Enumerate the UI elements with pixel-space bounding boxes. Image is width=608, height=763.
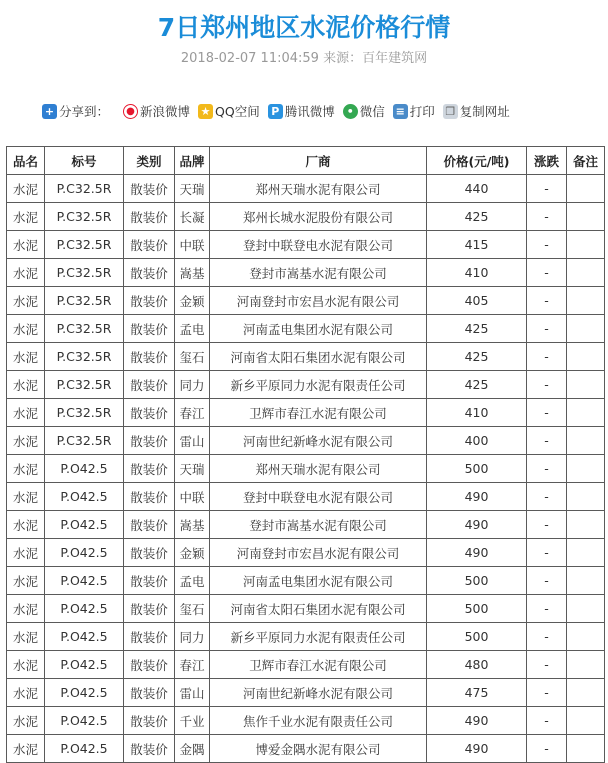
header-cell: 厂商 [210, 147, 427, 175]
grade-cell: P.C32.5R [45, 259, 124, 287]
page-title: 7日郑州地区水泥价格行情 [157, 13, 451, 42]
grade-cell: P.C32.5R [45, 399, 124, 427]
note-cell [567, 455, 605, 483]
table-row [7, 203, 605, 231]
table-row [7, 343, 605, 371]
header-cell: 品名 [7, 147, 45, 175]
change-cell: - [527, 371, 567, 399]
product-cell: 水泥 [7, 427, 45, 455]
brand-cell: 金颖 [175, 287, 210, 315]
grade-cell: P.O42.5 [45, 735, 124, 763]
product-cell: 水泥 [7, 651, 45, 679]
table-row [7, 707, 605, 735]
tencent-weibo-icon: P [268, 104, 283, 119]
note-cell [567, 231, 605, 259]
change-cell: - [527, 595, 567, 623]
price-cell: 490 [427, 511, 527, 539]
price-cell: 500 [427, 595, 527, 623]
table-row [7, 455, 605, 483]
change-cell: - [527, 427, 567, 455]
change-cell: - [527, 483, 567, 511]
change-cell: - [527, 511, 567, 539]
change-cell: - [527, 735, 567, 763]
brand-cell: 天瑞 [175, 175, 210, 203]
change-cell: - [527, 287, 567, 315]
brand-cell: 同力 [175, 623, 210, 651]
product-cell: 水泥 [7, 203, 45, 231]
product-cell: 水泥 [7, 315, 45, 343]
note-cell [567, 483, 605, 511]
header-cell: 标号 [45, 147, 124, 175]
product-cell: 水泥 [7, 623, 45, 651]
table-row [7, 287, 605, 315]
manufacturer-cell: 郑州天瑞水泥有限公司 [210, 455, 427, 483]
table-row [7, 231, 605, 259]
table-row [7, 623, 605, 651]
header-cell: 价格(元/吨) [427, 147, 527, 175]
category-cell: 散装价 [124, 623, 175, 651]
share-qzone[interactable] [198, 102, 260, 120]
price-cell: 500 [427, 567, 527, 595]
share-print-label: 打印 [409, 104, 435, 119]
category-cell: 散装价 [124, 735, 175, 763]
manufacturer-cell: 登封中联登电水泥有限公司 [210, 483, 427, 511]
share-bar [42, 101, 518, 121]
note-cell [567, 707, 605, 735]
category-cell: 散装价 [124, 483, 175, 511]
manufacturer-cell: 郑州天瑞水泥有限公司 [210, 175, 427, 203]
change-cell: - [527, 539, 567, 567]
note-cell [567, 371, 605, 399]
manufacturer-cell: 新乡平原同力水泥有限责任公司 [210, 623, 427, 651]
plus-icon: + [42, 104, 57, 119]
grade-cell: P.C32.5R [45, 175, 124, 203]
table-row [7, 427, 605, 455]
category-cell: 散装价 [124, 175, 175, 203]
manufacturer-cell: 河南登封市宏昌水泥有限公司 [210, 539, 427, 567]
category-cell: 散装价 [124, 707, 175, 735]
copy-icon: ❐ [443, 104, 458, 119]
manufacturer-cell: 新乡平原同力水泥有限责任公司 [210, 371, 427, 399]
price-cell: 425 [427, 343, 527, 371]
grade-cell: P.O42.5 [45, 679, 124, 707]
source-label: 来源： [323, 51, 363, 66]
brand-cell: 长凝 [175, 203, 210, 231]
brand-cell: 中联 [175, 231, 210, 259]
grade-cell: P.O42.5 [45, 651, 124, 679]
product-cell: 水泥 [7, 343, 45, 371]
table-row [7, 399, 605, 427]
source-name: 百年建筑网 [362, 51, 428, 66]
manufacturer-cell: 卫辉市春江水泥有限公司 [210, 399, 427, 427]
brand-cell: 雷山 [175, 427, 210, 455]
category-cell: 散装价 [124, 371, 175, 399]
category-cell: 散装价 [124, 679, 175, 707]
note-cell [567, 679, 605, 707]
category-cell: 散装价 [124, 399, 175, 427]
share-print[interactable] [393, 102, 435, 120]
note-cell [567, 623, 605, 651]
brand-cell: 金颖 [175, 539, 210, 567]
grade-cell: P.O42.5 [45, 539, 124, 567]
price-cell: 490 [427, 483, 527, 511]
brand-cell: 春江 [175, 651, 210, 679]
manufacturer-cell: 河南省太阳石集团水泥有限公司 [210, 595, 427, 623]
share-weibo-label: 新浪微博 [140, 104, 191, 119]
product-cell: 水泥 [7, 483, 45, 511]
price-cell: 480 [427, 651, 527, 679]
change-cell: - [527, 343, 567, 371]
wechat-icon: • [343, 104, 358, 119]
product-cell: 水泥 [7, 399, 45, 427]
product-cell: 水泥 [7, 511, 45, 539]
table-row [7, 483, 605, 511]
product-cell: 水泥 [7, 595, 45, 623]
note-cell [567, 651, 605, 679]
grade-cell: P.C32.5R [45, 343, 124, 371]
category-cell: 散装价 [124, 595, 175, 623]
manufacturer-cell: 郑州长城水泥股份有限公司 [210, 203, 427, 231]
price-table [6, 146, 605, 763]
table-row [7, 539, 605, 567]
table-header-row [7, 147, 605, 175]
note-cell [567, 315, 605, 343]
brand-cell: 千业 [175, 707, 210, 735]
table-row [7, 595, 605, 623]
share-more[interactable] [42, 102, 109, 120]
category-cell: 散装价 [124, 315, 175, 343]
brand-cell: 天瑞 [175, 455, 210, 483]
grade-cell: P.O42.5 [45, 511, 124, 539]
grade-cell: P.O42.5 [45, 455, 124, 483]
grade-cell: P.C32.5R [45, 315, 124, 343]
print-icon: ≡ [393, 104, 408, 119]
change-cell: - [527, 651, 567, 679]
category-cell: 散装价 [124, 539, 175, 567]
product-cell: 水泥 [7, 735, 45, 763]
weibo-icon: ● [123, 104, 138, 119]
category-cell: 散装价 [124, 287, 175, 315]
table-row [7, 651, 605, 679]
table-row [7, 679, 605, 707]
product-cell: 水泥 [7, 259, 45, 287]
price-cell: 405 [427, 287, 527, 315]
header-cell: 涨跌 [527, 147, 567, 175]
manufacturer-cell: 河南世纪新峰水泥有限公司 [210, 427, 427, 455]
note-cell [567, 259, 605, 287]
grade-cell: P.O42.5 [45, 623, 124, 651]
manufacturer-cell: 河南省太阳石集团水泥有限公司 [210, 343, 427, 371]
share-weibo[interactable] [123, 102, 190, 120]
publish-date: 2018-02-07 11:04:59 [180, 51, 319, 66]
grade-cell: P.C32.5R [45, 427, 124, 455]
table-row [7, 175, 605, 203]
manufacturer-cell: 登封市嵩基水泥有限公司 [210, 259, 427, 287]
change-cell: - [527, 399, 567, 427]
price-cell: 425 [427, 315, 527, 343]
category-cell: 散装价 [124, 455, 175, 483]
price-cell: 410 [427, 399, 527, 427]
change-cell: - [527, 231, 567, 259]
brand-cell: 玺石 [175, 595, 210, 623]
grade-cell: P.C32.5R [45, 231, 124, 259]
note-cell [567, 427, 605, 455]
price-cell: 440 [427, 175, 527, 203]
category-cell: 散装价 [124, 343, 175, 371]
table-body [7, 175, 605, 763]
share-tencent-weibo[interactable] [268, 102, 335, 120]
change-cell: - [527, 203, 567, 231]
share-qzone-label: QQ空间 [215, 104, 260, 119]
grade-cell: P.O42.5 [45, 707, 124, 735]
note-cell [567, 511, 605, 539]
manufacturer-cell: 卫辉市春江水泥有限公司 [210, 651, 427, 679]
category-cell: 散装价 [124, 259, 175, 287]
change-cell: - [527, 707, 567, 735]
product-cell: 水泥 [7, 707, 45, 735]
note-cell [567, 343, 605, 371]
change-cell: - [527, 567, 567, 595]
brand-cell: 金隅 [175, 735, 210, 763]
price-cell: 500 [427, 623, 527, 651]
product-cell: 水泥 [7, 539, 45, 567]
share-copy-label: 复制网址 [459, 104, 510, 119]
price-cell: 425 [427, 203, 527, 231]
grade-cell: P.C32.5R [45, 203, 124, 231]
note-cell [567, 539, 605, 567]
product-cell: 水泥 [7, 287, 45, 315]
brand-cell: 孟电 [175, 315, 210, 343]
price-cell: 490 [427, 707, 527, 735]
qq-icon: ★ [198, 104, 213, 119]
note-cell [567, 735, 605, 763]
share-copy-url[interactable] [443, 102, 510, 120]
change-cell: - [527, 623, 567, 651]
brand-cell: 同力 [175, 371, 210, 399]
brand-cell: 嵩基 [175, 259, 210, 287]
price-cell: 490 [427, 735, 527, 763]
note-cell [567, 399, 605, 427]
manufacturer-cell: 登封市嵩基水泥有限公司 [210, 511, 427, 539]
change-cell: - [527, 455, 567, 483]
product-cell: 水泥 [7, 231, 45, 259]
price-cell: 415 [427, 231, 527, 259]
brand-cell: 中联 [175, 483, 210, 511]
grade-cell: P.O42.5 [45, 595, 124, 623]
brand-cell: 春江 [175, 399, 210, 427]
manufacturer-cell: 焦作千业水泥有限责任公司 [210, 707, 427, 735]
share-tencent-weibo-label: 腾讯微博 [284, 104, 335, 119]
category-cell: 散装价 [124, 203, 175, 231]
category-cell: 散装价 [124, 567, 175, 595]
share-wechat[interactable] [343, 102, 385, 120]
manufacturer-cell: 河南世纪新峰水泥有限公司 [210, 679, 427, 707]
change-cell: - [527, 175, 567, 203]
product-cell: 水泥 [7, 371, 45, 399]
price-cell: 490 [427, 539, 527, 567]
manufacturer-cell: 河南登封市宏昌水泥有限公司 [210, 287, 427, 315]
note-cell [567, 203, 605, 231]
table-row [7, 511, 605, 539]
header-cell: 类别 [124, 147, 175, 175]
product-cell: 水泥 [7, 175, 45, 203]
category-cell: 散装价 [124, 511, 175, 539]
share-label: 分享到： [59, 104, 110, 119]
price-cell: 475 [427, 679, 527, 707]
table-row [7, 259, 605, 287]
price-cell: 400 [427, 427, 527, 455]
table-row [7, 567, 605, 595]
category-cell: 散装价 [124, 427, 175, 455]
price-cell: 425 [427, 371, 527, 399]
product-cell: 水泥 [7, 679, 45, 707]
table-row [7, 735, 605, 763]
table-row [7, 371, 605, 399]
category-cell: 散装价 [124, 231, 175, 259]
brand-cell: 嵩基 [175, 511, 210, 539]
manufacturer-cell: 登封中联登电水泥有限公司 [210, 231, 427, 259]
note-cell [567, 595, 605, 623]
change-cell: - [527, 679, 567, 707]
note-cell [567, 175, 605, 203]
product-cell: 水泥 [7, 567, 45, 595]
change-cell: - [527, 315, 567, 343]
manufacturer-cell: 河南孟电集团水泥有限公司 [210, 315, 427, 343]
table-row [7, 315, 605, 343]
manufacturer-cell: 河南孟电集团水泥有限公司 [210, 567, 427, 595]
price-cell: 500 [427, 455, 527, 483]
product-cell: 水泥 [7, 455, 45, 483]
article-meta [0, 48, 608, 70]
grade-cell: P.O42.5 [45, 483, 124, 511]
price-cell: 410 [427, 259, 527, 287]
brand-cell: 孟电 [175, 567, 210, 595]
brand-cell: 雷山 [175, 679, 210, 707]
brand-cell: 玺石 [175, 343, 210, 371]
manufacturer-cell: 博爱金隅水泥有限公司 [210, 735, 427, 763]
header-cell: 品牌 [175, 147, 210, 175]
header-cell: 备注 [567, 147, 605, 175]
grade-cell: P.C32.5R [45, 287, 124, 315]
note-cell [567, 287, 605, 315]
grade-cell: P.C32.5R [45, 371, 124, 399]
change-cell: - [527, 259, 567, 287]
share-wechat-label: 微信 [359, 104, 385, 119]
category-cell: 散装价 [124, 651, 175, 679]
note-cell [567, 567, 605, 595]
grade-cell: P.O42.5 [45, 567, 124, 595]
